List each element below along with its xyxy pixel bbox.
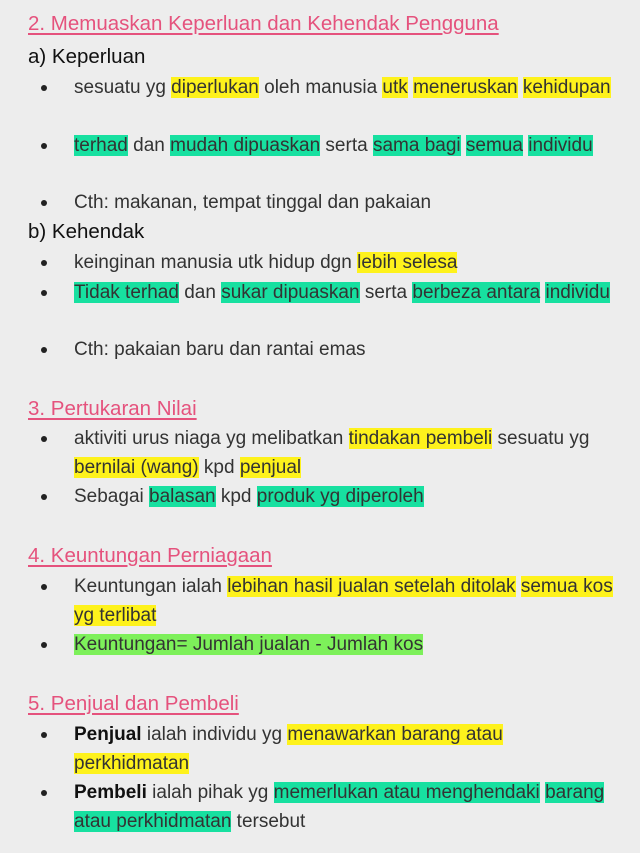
section-2-heading: 2. Memuaskan Keperluan dan Kehendak Pengguna	[28, 12, 499, 35]
section-5-heading: 5. Penjual dan Pembeli	[28, 692, 239, 715]
item-text: Keuntungan= Jumlah jualan - Jumlah kos	[74, 634, 424, 655]
item-text: Tidak terhad dan sukar dipuaskan serta berbeza antara individu	[74, 282, 610, 303]
item-text: Cth: makanan, tempat tinggal dan pakaian	[74, 192, 432, 213]
bullet-icon	[41, 143, 47, 149]
item-text: sesuatu yg diperlukan oleh manusia utk meneruskan kehidupan	[74, 77, 611, 98]
section-3-heading: 3. Pertukaran Nilai	[28, 397, 197, 420]
subheading-kehendak: b) Kehendak	[28, 220, 145, 243]
bullet-icon	[41, 290, 47, 296]
item-text: Sebagai balasan kpd produk yg diperoleh	[74, 486, 424, 507]
bullet-icon	[41, 790, 47, 796]
bullet-icon	[41, 494, 47, 500]
item-text: Penjual ialah individu yg menawarkan barang atau perkhidmatan	[74, 724, 503, 774]
bullet-icon	[41, 642, 47, 648]
item-text: Pembeli ialah pihak yg memerlukan atau menghendaki barang atau perkhidmatan tersebut	[74, 782, 605, 832]
section-4-heading: 4. Keuntungan Perniagaan	[28, 544, 272, 567]
bullet-icon	[41, 584, 47, 590]
item-text: Keuntungan ialah lebihan hasil jualan setelah ditolak semua kos yg terlibat	[74, 576, 613, 626]
item-text: aktiviti urus niaga yg melibatkan tindakan pembeli sesuatu yg bernilai (wang) kpd penjual	[74, 428, 590, 478]
bullet-icon	[41, 347, 47, 353]
item-text: terhad dan mudah dipuaskan serta sama bagi semua individu	[74, 135, 593, 156]
item-text: keinginan manusia utk hidup dgn lebih selesa	[74, 252, 458, 273]
bullet-icon	[41, 260, 47, 266]
bullet-icon	[41, 436, 47, 442]
subheading-keperluan: a) Keperluan	[28, 45, 146, 68]
item-text: Cth: pakaian baru dan rantai emas	[74, 339, 366, 360]
bullet-icon	[41, 200, 47, 206]
bullet-icon	[41, 85, 47, 91]
bullet-icon	[41, 732, 47, 738]
